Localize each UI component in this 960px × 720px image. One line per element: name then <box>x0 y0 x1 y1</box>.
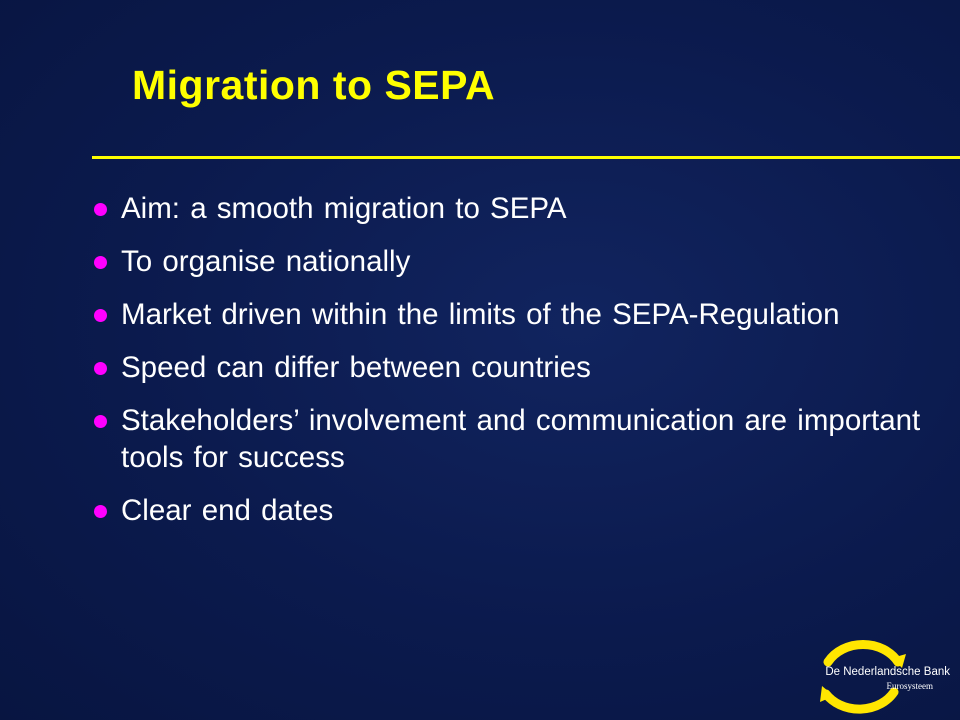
bullet-text: Aim: a smooth migration to SEPA <box>121 192 567 225</box>
bullet-text: Stakeholders’ involvement and communication are important tools for success <box>121 404 921 474</box>
eurosystem-label: Eurosysteem <box>886 681 933 691</box>
bullet-dot-icon <box>94 256 107 269</box>
bullet-item <box>92 190 922 227</box>
bullet-item <box>92 349 922 386</box>
bullet-item <box>92 243 922 280</box>
bullet-text: To organise nationally <box>121 245 411 278</box>
bullet-dot-icon <box>94 362 107 375</box>
bullet-item <box>92 296 922 333</box>
bullet-dot-icon <box>94 415 107 428</box>
bullet-item <box>92 402 922 476</box>
bullet-dot-icon <box>94 309 107 322</box>
bullet-text: Clear end dates <box>121 494 334 527</box>
bullet-dot-icon <box>94 505 107 518</box>
bullet-dot-icon <box>94 203 107 216</box>
bank-name: De Nederlandsche Bank <box>825 666 950 678</box>
bullet-text: Market driven within the limits of the SEPA-Regulation <box>121 298 840 331</box>
slide-title: Migration to SEPA <box>132 62 496 108</box>
bullet-text: Speed can differ between countries <box>121 351 591 384</box>
title-underline <box>92 156 960 159</box>
dnb-logo <box>780 632 955 720</box>
bullet-list <box>92 190 922 545</box>
bullet-item <box>92 492 922 529</box>
